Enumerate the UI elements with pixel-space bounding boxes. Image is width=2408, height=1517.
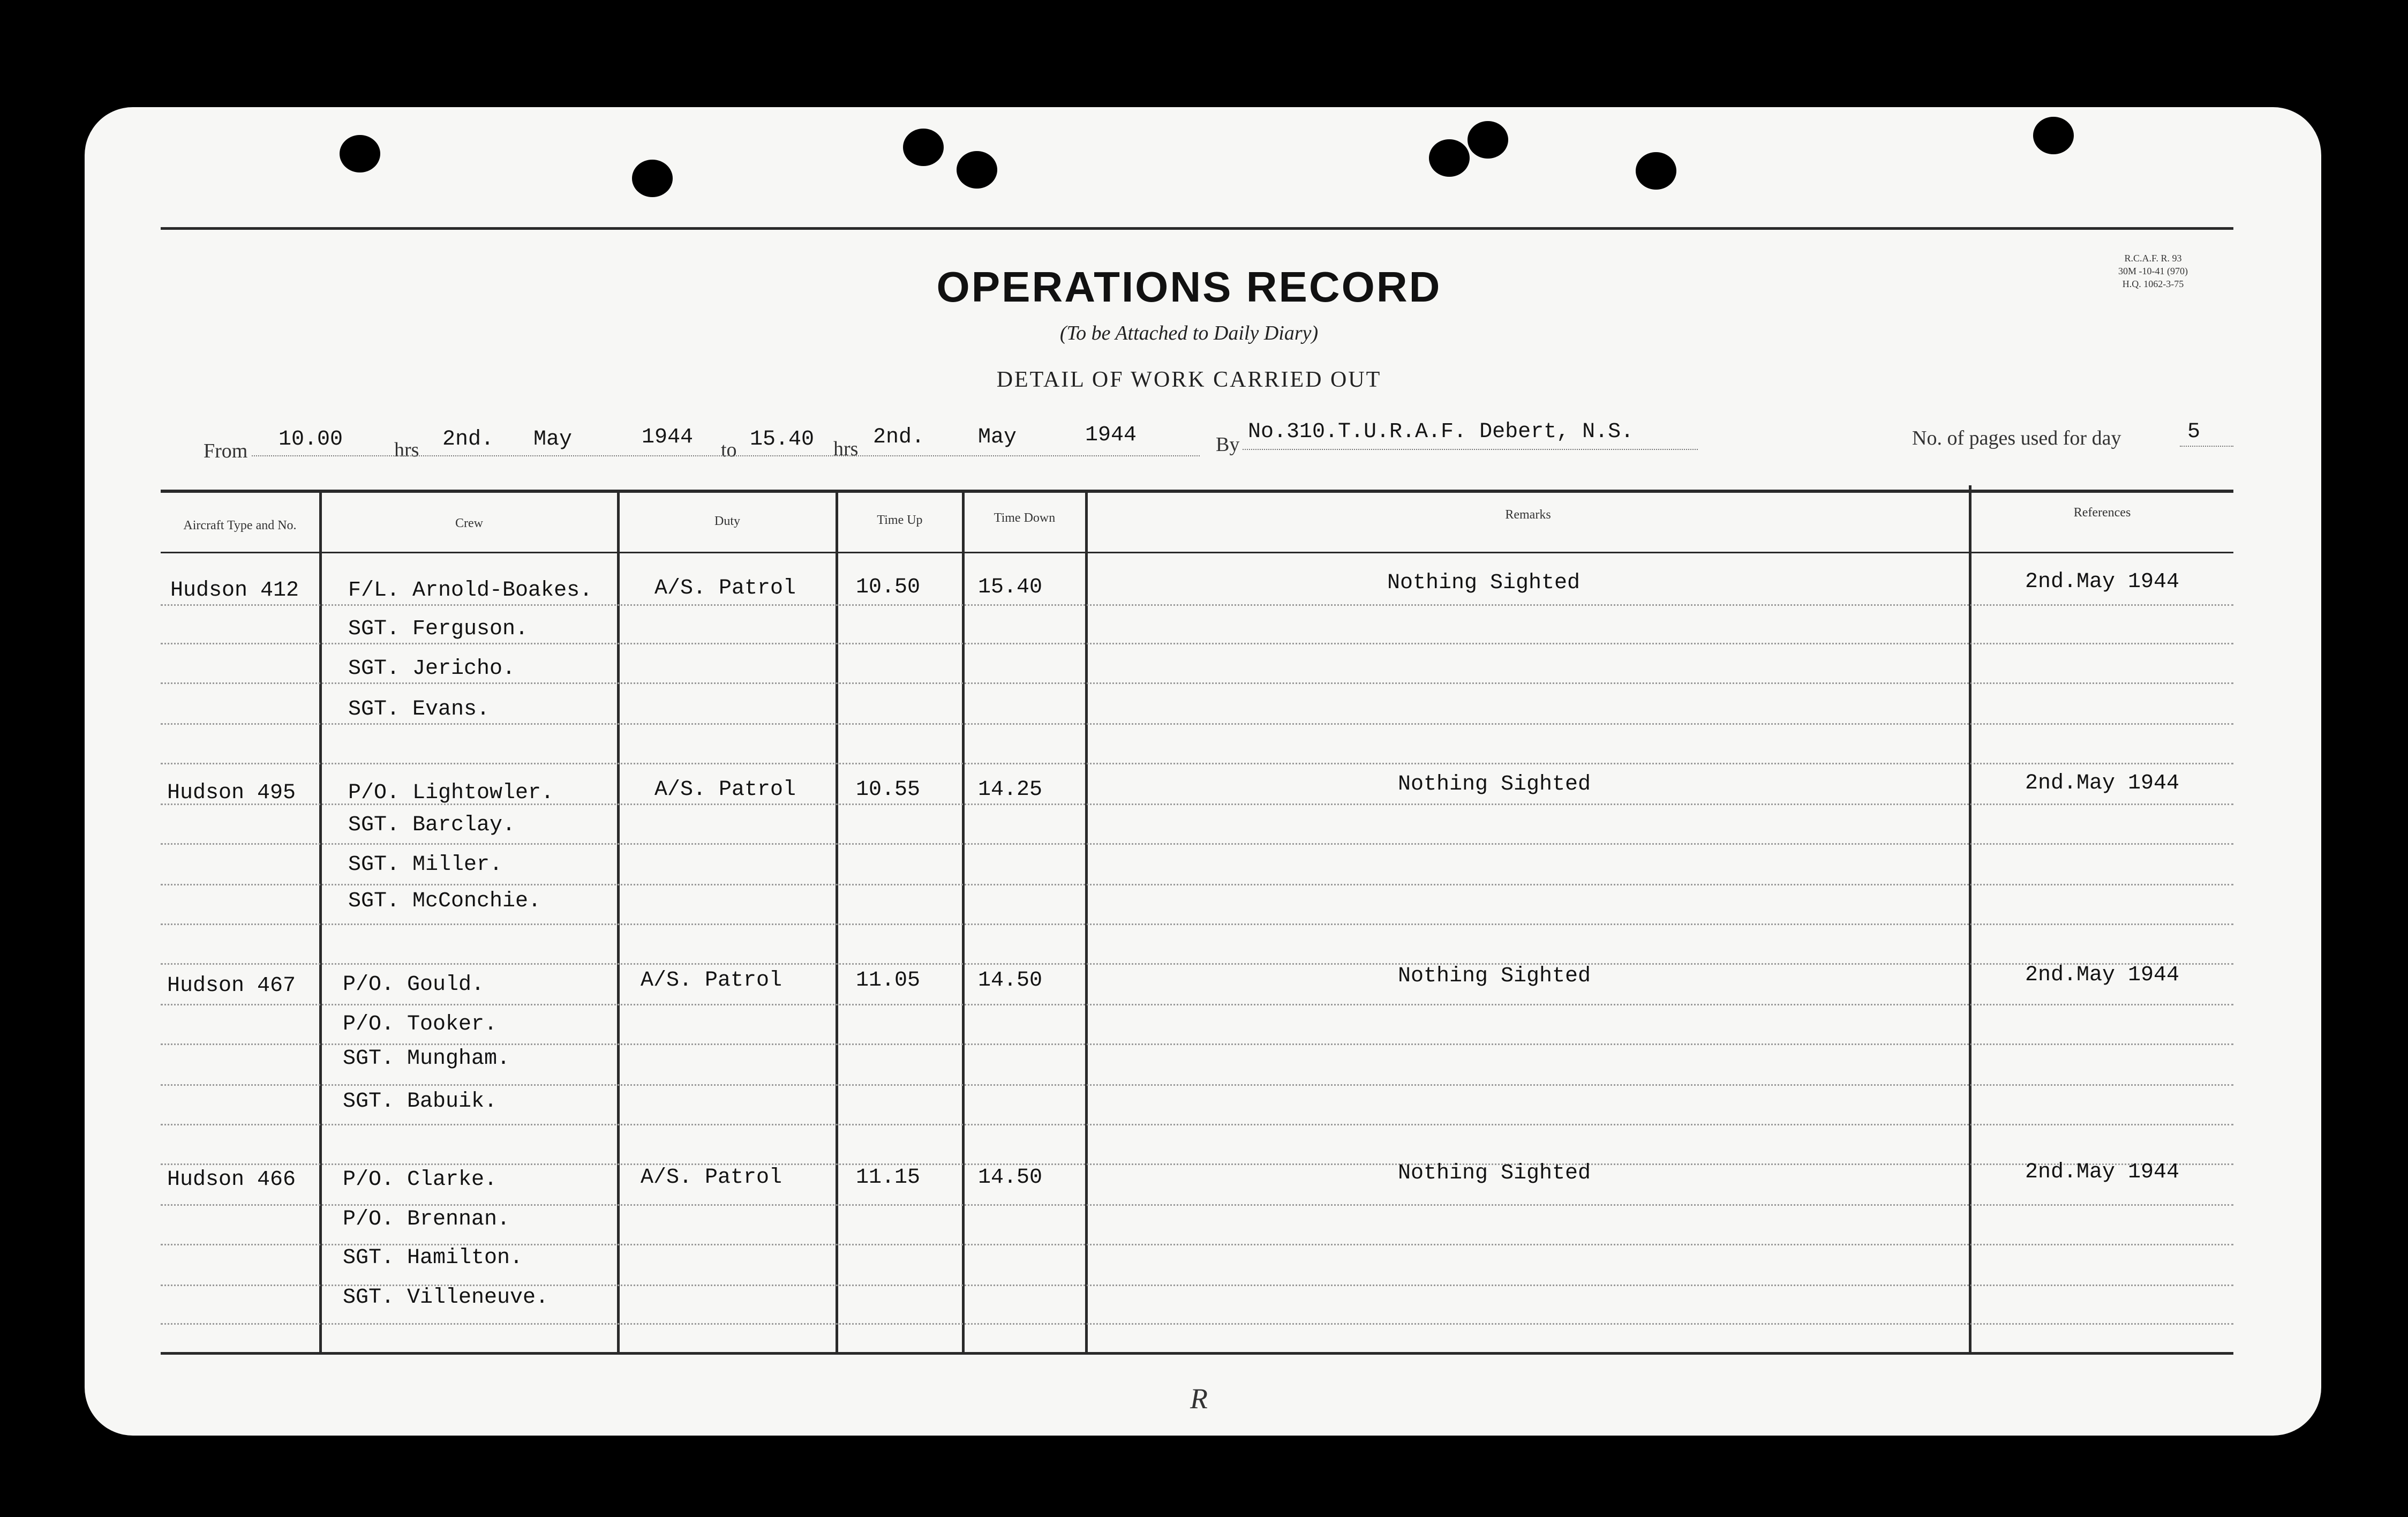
punch-hole bbox=[957, 151, 997, 189]
form-reference bbox=[2073, 252, 2233, 290]
column-header-time-down: Time Down bbox=[994, 511, 1056, 525]
crew-member: P/O. Clarke. bbox=[343, 1168, 498, 1192]
header-underline bbox=[1243, 449, 1698, 450]
time-down-cell: 14.50 bbox=[978, 968, 1043, 993]
reference-cell: 2nd.May 1944 bbox=[2025, 771, 2180, 795]
aircraft-cell: Hudson 412 bbox=[170, 579, 299, 603]
punch-hole bbox=[2033, 117, 2074, 154]
time-down-cell: 15.40 bbox=[978, 575, 1043, 599]
crew-member: SGT. Miller. bbox=[348, 853, 503, 877]
duty-cell: A/S. Patrol bbox=[641, 968, 782, 993]
to-label: to bbox=[721, 439, 737, 461]
page-subtitle: (To be Attached to Daily Diary) bbox=[1059, 322, 1319, 344]
remarks-cell: Nothing Sighted bbox=[1397, 772, 1591, 797]
punch-hole bbox=[1468, 121, 1508, 159]
handwritten-mark: R bbox=[1190, 1383, 1208, 1415]
aircraft-cell: Hudson 466 bbox=[167, 1168, 296, 1192]
by-value: No.310.T.U.R.A.F. Debert, N.S. bbox=[1248, 420, 1634, 444]
remarks-cell: Nothing Sighted bbox=[1387, 571, 1581, 595]
crew-member: SGT. Villeneuve. bbox=[343, 1286, 549, 1310]
remarks-cell: Nothing Sighted bbox=[1397, 964, 1591, 988]
header-underline bbox=[252, 455, 1200, 456]
duty-cell: A/S. Patrol bbox=[654, 778, 796, 802]
pages-value: 5 bbox=[2187, 420, 2201, 444]
crew-member: SGT. McConchie. bbox=[348, 889, 541, 913]
duty-cell: A/S. Patrol bbox=[654, 576, 796, 600]
by-label: By bbox=[1216, 433, 1240, 456]
page-title: OPERATIONS RECORD bbox=[936, 263, 1442, 311]
punch-hole bbox=[1636, 152, 1676, 190]
time-down-cell: 14.25 bbox=[978, 778, 1043, 802]
ruling-line bbox=[161, 1084, 2233, 1086]
from-day: 2nd. bbox=[442, 427, 494, 452]
table-header-rule bbox=[161, 552, 2233, 553]
from-month: May bbox=[533, 427, 573, 452]
from-label: From bbox=[204, 440, 248, 462]
aircraft-cell: Hudson 467 bbox=[167, 974, 296, 998]
to-year: 1944 bbox=[1085, 423, 1137, 447]
column-header-remarks: Remarks bbox=[1505, 508, 1551, 522]
crew-member: SGT. Babuik. bbox=[343, 1090, 498, 1114]
column-divider bbox=[962, 491, 965, 1353]
crew-member: SGT. Mungham. bbox=[343, 1047, 510, 1071]
reference-cell: 2nd.May 1944 bbox=[2025, 1160, 2180, 1184]
ruling-line bbox=[161, 843, 2233, 845]
punch-hole bbox=[1429, 139, 1470, 177]
ruling-line bbox=[161, 604, 2233, 606]
ruling-line bbox=[161, 643, 2233, 644]
reference-cell: 2nd.May 1944 bbox=[2025, 963, 2180, 987]
time-up-cell: 11.05 bbox=[856, 968, 921, 993]
aircraft-cell: Hudson 495 bbox=[167, 781, 296, 805]
form-ref-line: R.C.A.F. R. 93 bbox=[2124, 253, 2182, 264]
from-time: 10.00 bbox=[279, 427, 343, 452]
column-header-crew: Crew bbox=[455, 516, 483, 530]
crew-member: SGT. Hamilton. bbox=[343, 1246, 523, 1270]
to-time: 15.40 bbox=[750, 427, 815, 452]
crew-member: F/L. Arnold-Boakes. bbox=[348, 579, 593, 603]
crew-member: P/O. Gould. bbox=[343, 973, 485, 997]
remarks-cell: Nothing Sighted bbox=[1397, 1161, 1591, 1185]
duty-cell: A/S. Patrol bbox=[641, 1166, 782, 1190]
ruling-line bbox=[161, 682, 2233, 684]
punch-hole bbox=[903, 129, 944, 166]
detail-heading: DETAIL OF WORK CARRIED OUT bbox=[996, 367, 1382, 392]
column-divider bbox=[836, 491, 838, 1353]
time-up-cell: 10.55 bbox=[856, 778, 921, 802]
table-top-rule bbox=[161, 490, 2233, 493]
header-underline bbox=[2180, 446, 2233, 447]
ruling-line bbox=[161, 723, 2233, 725]
crew-member: SGT. Jericho. bbox=[348, 657, 516, 681]
hrs-label: hrs bbox=[394, 439, 419, 461]
table-bottom-rule bbox=[161, 1352, 2233, 1355]
crew-member: P/O. Brennan. bbox=[343, 1207, 510, 1231]
column-divider bbox=[1969, 485, 1971, 1353]
hrs-label: hrs bbox=[833, 438, 859, 460]
ruling-line bbox=[161, 923, 2233, 925]
crew-member: SGT. Evans. bbox=[348, 697, 490, 722]
crew-member: SGT. Ferguson. bbox=[348, 617, 529, 641]
punch-hole bbox=[632, 160, 673, 197]
crew-member: P/O. Lightowler. bbox=[348, 781, 554, 805]
column-divider bbox=[617, 491, 620, 1353]
reference-cell: 2nd.May 1944 bbox=[2025, 570, 2180, 594]
time-up-cell: 11.15 bbox=[856, 1166, 921, 1190]
ruling-line bbox=[161, 1043, 2233, 1045]
column-divider bbox=[319, 491, 322, 1353]
ruling-line bbox=[161, 1004, 2233, 1005]
ruling-line bbox=[161, 1323, 2233, 1325]
to-day: 2nd. bbox=[873, 425, 925, 449]
from-year: 1944 bbox=[642, 425, 694, 449]
column-divider bbox=[1085, 491, 1088, 1353]
crew-member: P/O. Tooker. bbox=[343, 1012, 498, 1037]
ruling-line bbox=[161, 763, 2233, 764]
ruling-line bbox=[161, 1204, 2233, 1206]
column-header-duty: Duty bbox=[714, 514, 740, 528]
pages-label: No. of pages used for day bbox=[1912, 427, 2121, 449]
top-rule bbox=[161, 227, 2233, 230]
column-header-time-up: Time Up bbox=[877, 513, 923, 527]
time-up-cell: 10.50 bbox=[856, 575, 921, 599]
time-down-cell: 14.50 bbox=[978, 1166, 1043, 1190]
ruling-line bbox=[161, 1124, 2233, 1125]
form-ref-line: 30M -10-41 (970) bbox=[2118, 266, 2188, 276]
ruling-line bbox=[161, 1244, 2233, 1245]
ruling-line bbox=[161, 884, 2233, 885]
column-header-aircraft: Aircraft Type and No. bbox=[183, 519, 297, 532]
crew-member: SGT. Barclay. bbox=[348, 813, 516, 837]
form-ref-line: H.Q. 1062-3-75 bbox=[2122, 279, 2184, 289]
punch-hole bbox=[340, 135, 380, 172]
to-month: May bbox=[978, 425, 1017, 449]
column-header-references: References bbox=[2073, 506, 2131, 520]
